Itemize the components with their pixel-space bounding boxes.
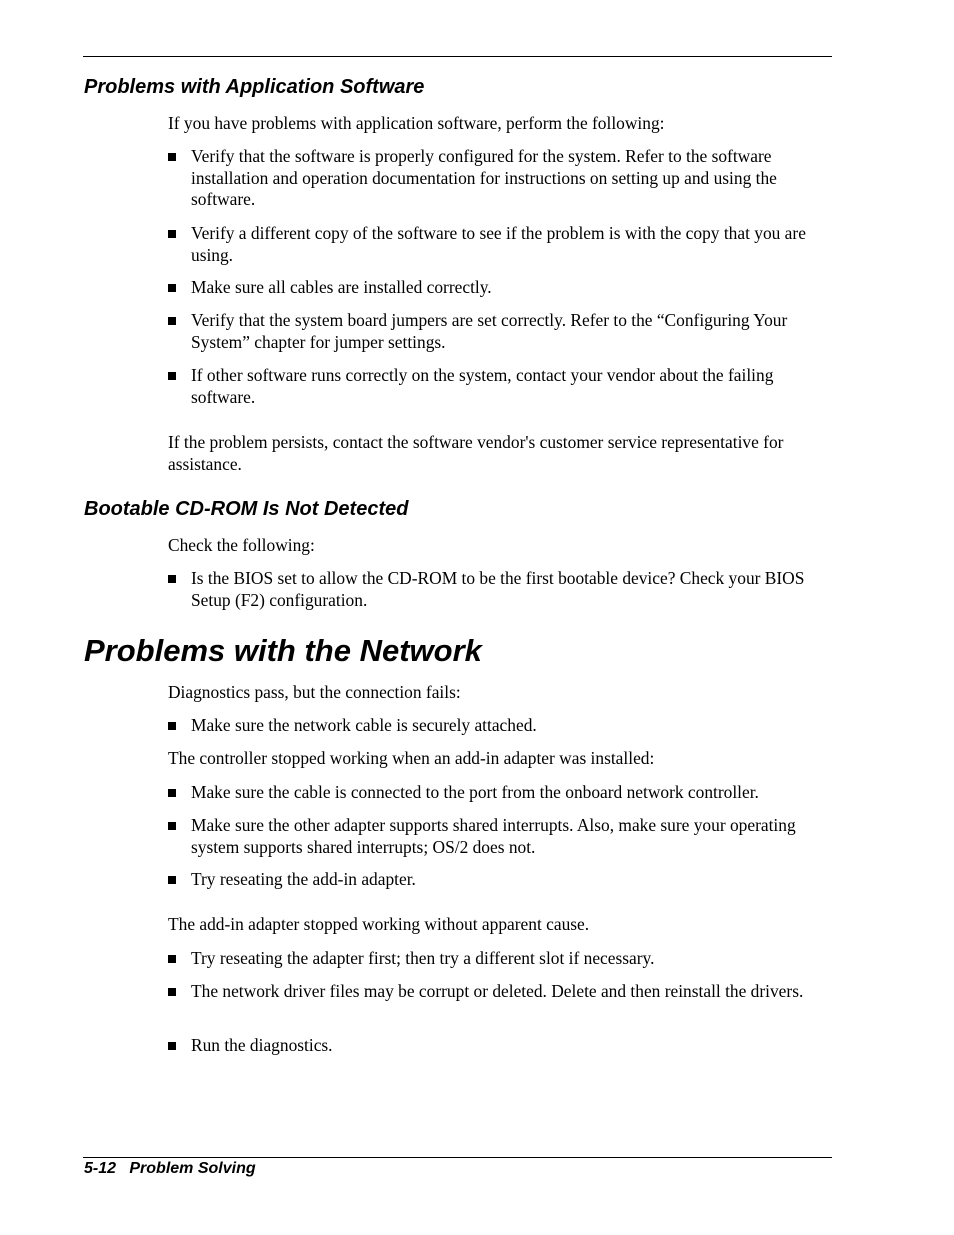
chapter-title: Problem Solving	[129, 1160, 256, 1177]
list-item	[168, 869, 832, 891]
list-item	[168, 277, 832, 299]
list-item-text: Make sure all cables are installed correctly.	[191, 277, 492, 297]
list-item-text: Verify that the software is properly configured for the system. Refer to the software installation and operation documentation for instructions on setting up and using the software.	[191, 146, 777, 209]
square-bullet-icon	[168, 955, 176, 963]
list-item-text: Make sure the other adapter supports shared interrupts. Also, make sure your operating system supports shared interrupts; OS/2 does not.	[191, 815, 796, 857]
list-item	[168, 223, 832, 266]
list-item	[168, 981, 832, 1003]
section-heading-application-software: Problems with Application Software	[84, 76, 425, 98]
page-number: 5-12	[84, 1160, 117, 1177]
section-heading-bootable-cdrom: Bootable CD-ROM Is Not Detected	[84, 498, 409, 520]
list-item-text: If other software runs correctly on the system, contact your vendor about the failing software.	[191, 365, 774, 407]
list-item-text: The network driver files may be corrupt or deleted. Delete and then reinstall the drivers.	[191, 981, 804, 1001]
footer-spacer	[116, 1160, 129, 1177]
list-item	[168, 365, 832, 408]
list-item	[168, 948, 832, 970]
square-bullet-icon	[168, 575, 176, 583]
list-item-text: Verify a different copy of the software to see if the problem is with the copy that you are using.	[191, 223, 806, 265]
paragraph-intro: The add-in adapter stopped working without apparent cause.	[168, 914, 590, 934]
list-item-text: Make sure the network cable is securely attached.	[191, 715, 537, 735]
list-item-text: Verify that the system board jumpers are set correctly. Refer to the “Configuring Your System” chapter for jumper settings.	[191, 310, 788, 352]
square-bullet-icon	[168, 988, 176, 996]
square-bullet-icon	[168, 876, 176, 884]
paragraph-intro: If you have problems with application software, perform the following:	[168, 113, 665, 133]
list-item	[168, 568, 832, 611]
square-bullet-icon	[168, 1042, 176, 1050]
list-item-text: Try reseating the add-in adapter.	[191, 869, 416, 889]
square-bullet-icon	[168, 317, 176, 325]
square-bullet-icon	[168, 153, 176, 161]
footer	[84, 1159, 256, 1178]
paragraph-intro: Diagnostics pass, but the connection fails:	[168, 682, 461, 702]
square-bullet-icon	[168, 822, 176, 830]
paragraph-outro: If the problem persists, contact the software vendor's customer service representative for assistance.	[168, 432, 784, 474]
list-item-text: Make sure the cable is connected to the port from the onboard network controller.	[191, 782, 759, 802]
top-rule	[83, 56, 832, 57]
chapter-heading-network: Problems with the Network	[84, 633, 482, 668]
square-bullet-icon	[168, 284, 176, 292]
list-item	[168, 815, 832, 858]
list-item	[168, 1035, 832, 1057]
list-item-text: Is the BIOS set to allow the CD-ROM to be the first bootable device? Check your BIOS Setup (F2) configuration.	[191, 568, 805, 610]
list-item	[168, 146, 832, 211]
list-item-text: Try reseating the adapter first; then try a different slot if necessary.	[191, 948, 655, 968]
square-bullet-icon	[168, 372, 176, 380]
square-bullet-icon	[168, 722, 176, 730]
square-bullet-icon	[168, 230, 176, 238]
paragraph-intro: Check the following:	[168, 535, 315, 555]
list-item-text: Run the diagnostics.	[191, 1035, 333, 1055]
paragraph-intro: The controller stopped working when an add-in adapter was installed:	[168, 748, 655, 768]
footer-rule	[83, 1157, 832, 1158]
square-bullet-icon	[168, 789, 176, 797]
list-item	[168, 782, 832, 804]
list-item	[168, 715, 832, 737]
list-item	[168, 310, 832, 353]
